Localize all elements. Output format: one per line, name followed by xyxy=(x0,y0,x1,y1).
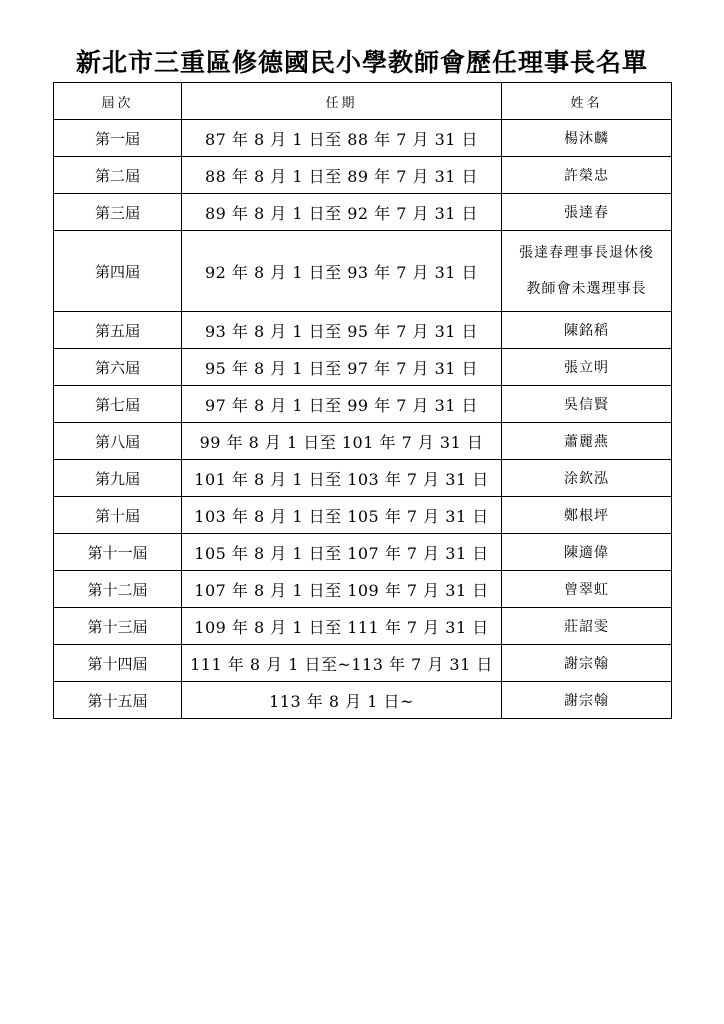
table-row xyxy=(54,571,672,608)
name-cell: 陳適偉 xyxy=(502,534,672,571)
session-cell: 第九屆 xyxy=(54,460,182,497)
header-session: 屆次 xyxy=(54,83,182,120)
table-row xyxy=(54,608,672,645)
document-title: 新北市三重區修德國民小學教師會歷任理事長名單 xyxy=(75,48,648,77)
session-cell: 第一屆 xyxy=(54,120,182,157)
table-row xyxy=(54,157,672,194)
session-cell: 第十一屆 xyxy=(54,534,182,571)
table-row xyxy=(54,231,672,312)
name-note-line-1: 張達春理事長退休後 xyxy=(519,245,654,261)
table-header-row xyxy=(54,83,672,120)
term-cell: 109 年 8 月 1 日至 111 年 7 月 31 日 xyxy=(182,608,502,645)
header-term: 任期 xyxy=(182,83,502,120)
term-cell: 93 年 8 月 1 日至 95 年 7 月 31 日 xyxy=(182,312,502,349)
name-cell xyxy=(502,231,672,312)
term-cell: 97 年 8 月 1 日至 99 年 7 月 31 日 xyxy=(182,386,502,423)
table-row xyxy=(54,349,672,386)
table-row xyxy=(54,534,672,571)
session-cell: 第二屆 xyxy=(54,157,182,194)
table-row xyxy=(54,386,672,423)
term-cell: 95 年 8 月 1 日至 97 年 7 月 31 日 xyxy=(182,349,502,386)
name-cell: 陳銘稻 xyxy=(502,312,672,349)
header-name: 姓名 xyxy=(502,83,672,120)
term-cell: 88 年 8 月 1 日至 89 年 7 月 31 日 xyxy=(182,157,502,194)
name-cell: 鄭根坪 xyxy=(502,497,672,534)
table-row xyxy=(54,460,672,497)
term-cell: 105 年 8 月 1 日至 107 年 7 月 31 日 xyxy=(182,534,502,571)
name-cell: 曾翠虹 xyxy=(502,571,672,608)
table-row xyxy=(54,682,672,719)
name-cell: 謝宗翰 xyxy=(502,682,672,719)
name-cell: 莊詔雯 xyxy=(502,608,672,645)
session-cell: 第十三屆 xyxy=(54,608,182,645)
table-row xyxy=(54,312,672,349)
table-row xyxy=(54,423,672,460)
term-cell: 113 年 8 月 1 日~ xyxy=(182,682,502,719)
term-cell: 111 年 8 月 1 日至~113 年 7 月 31 日 xyxy=(182,645,502,682)
session-cell: 第七屆 xyxy=(54,386,182,423)
term-cell: 101 年 8 月 1 日至 103 年 7 月 31 日 xyxy=(182,460,502,497)
table-row xyxy=(54,645,672,682)
name-cell: 張立明 xyxy=(502,349,672,386)
table-row xyxy=(54,194,672,231)
name-cell: 涂欽泓 xyxy=(502,460,672,497)
term-cell: 103 年 8 月 1 日至 105 年 7 月 31 日 xyxy=(182,497,502,534)
name-cell: 楊沐麟 xyxy=(502,120,672,157)
session-cell: 第十屆 xyxy=(54,497,182,534)
term-cell: 87 年 8 月 1 日至 88 年 7 月 31 日 xyxy=(182,120,502,157)
term-cell: 92 年 8 月 1 日至 93 年 7 月 31 日 xyxy=(182,231,502,312)
session-cell: 第三屆 xyxy=(54,194,182,231)
table-row xyxy=(54,497,672,534)
name-note-line-2: 教師會未選理事長 xyxy=(526,281,647,297)
session-cell: 第六屆 xyxy=(54,349,182,386)
session-cell: 第四屆 xyxy=(54,231,182,312)
session-cell: 第五屆 xyxy=(54,312,182,349)
session-cell: 第十五屆 xyxy=(54,682,182,719)
table-row xyxy=(54,120,672,157)
chairperson-table xyxy=(53,82,672,719)
name-cell: 張達春 xyxy=(502,194,672,231)
name-cell: 謝宗翰 xyxy=(502,645,672,682)
term-cell: 99 年 8 月 1 日至 101 年 7 月 31 日 xyxy=(182,423,502,460)
session-cell: 第十二屆 xyxy=(54,571,182,608)
term-cell: 107 年 8 月 1 日至 109 年 7 月 31 日 xyxy=(182,571,502,608)
session-cell: 第八屆 xyxy=(54,423,182,460)
name-cell: 蕭麗燕 xyxy=(502,423,672,460)
session-cell: 第十四屆 xyxy=(54,645,182,682)
name-cell: 許榮忠 xyxy=(502,157,672,194)
term-cell: 89 年 8 月 1 日至 92 年 7 月 31 日 xyxy=(182,194,502,231)
name-cell: 吳信賢 xyxy=(502,386,672,423)
